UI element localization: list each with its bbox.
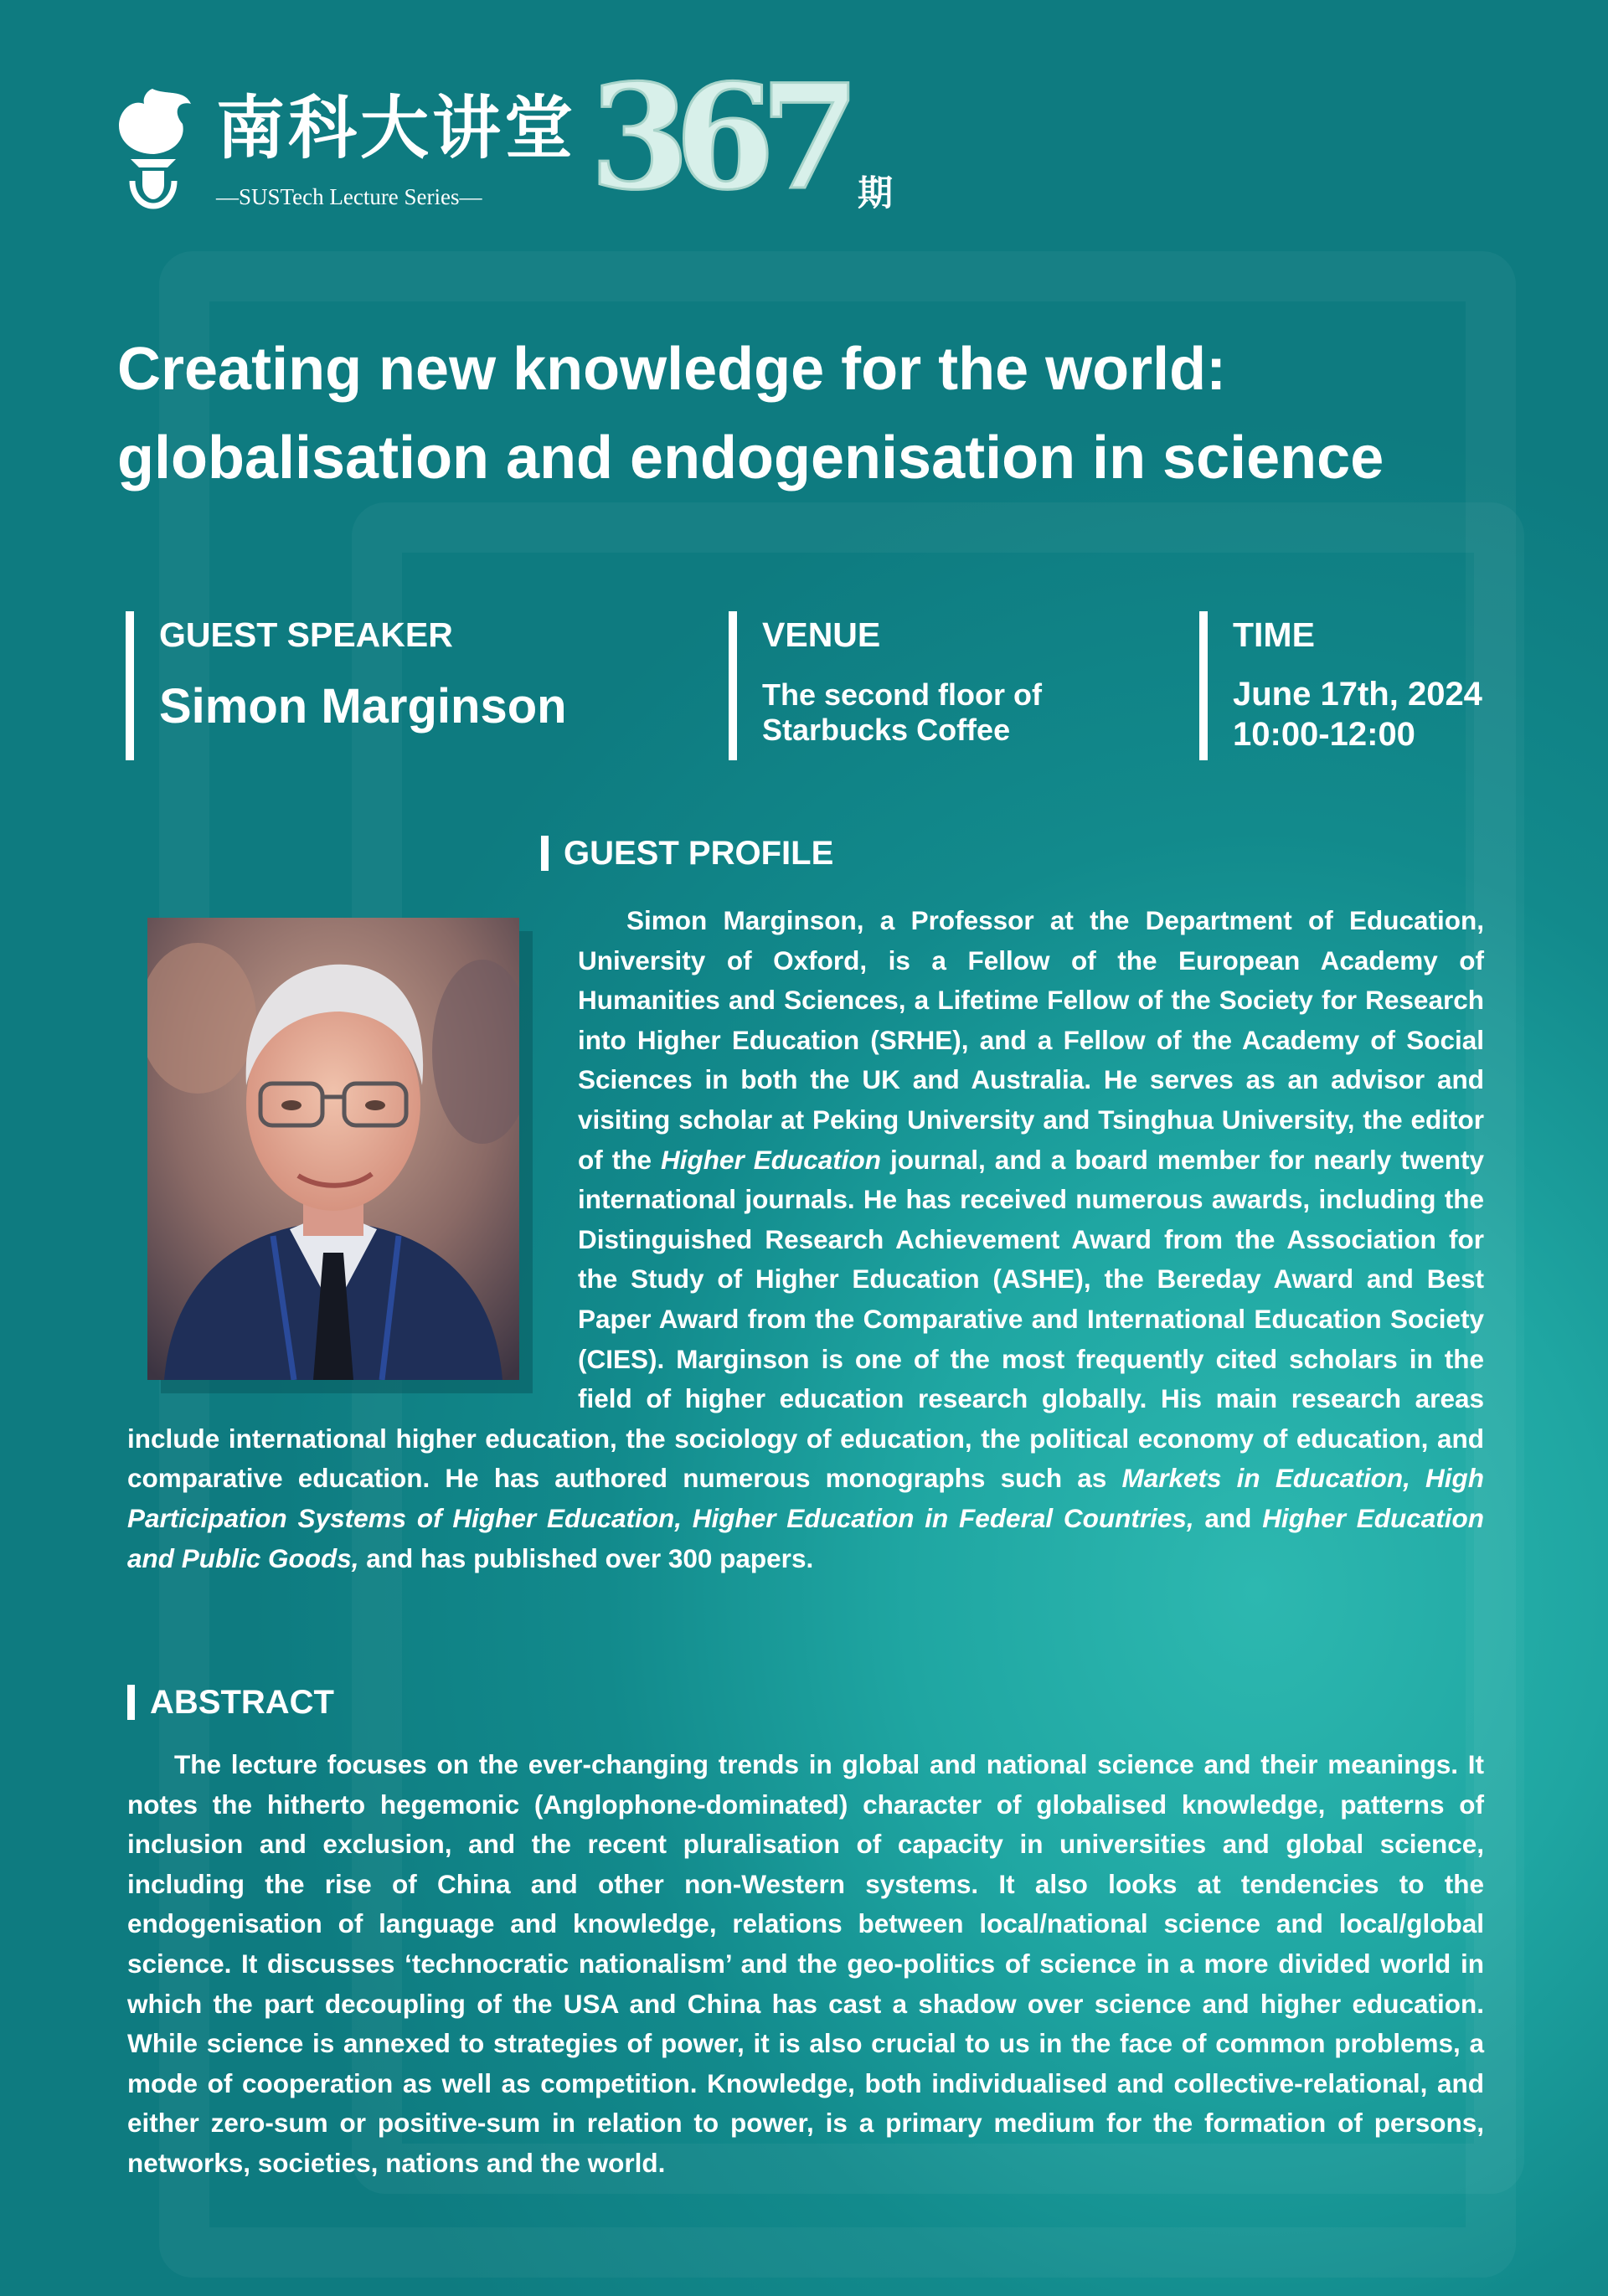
issue-suffix: 期 bbox=[858, 173, 894, 213]
monograph-title-last: Higher Education and Public Goods, bbox=[127, 1502, 1484, 1573]
venue-value: The second floor of Starbucks Coffee bbox=[762, 677, 1043, 747]
time-value: June 17th, 2024 10:00-12:00 bbox=[1233, 676, 1482, 753]
guest-speaker-block bbox=[126, 611, 712, 760]
journal-name: Higher Education bbox=[661, 1144, 882, 1175]
lecture-series-name-cn: 南科大讲堂 bbox=[216, 88, 577, 168]
venue-label: VENUE bbox=[762, 615, 881, 654]
abstract-text: The lecture focuses on the ever-changing trends in global and national science and their meanings. It notes the hitherto hegemonic (Anglophone-dominated) character of globalised knowledge, patterns of inclusion and exclusion, and the recent pluralisation of capacity in universities and global science, including the rise of China and other non-Western systems. It also looks at tendencies to the endogenisation of language and knowledge, relations between local/national science and local/global science. It discusses ‘technocratic nationalism’ and the geo-politics of science in a more divided world in which the part decoupling of the USA and China has cast a shadow over science and higher education. While science is annexed to strategies of power, it is also crucial to us in the face of common problems, a mode of cooperation as well as competition. Knowledge, both individualised and collective-relational, and either zero-sum or positive-sum in relation to power, is a primary medium for the formation of persons, networks, societies, nations and the world. bbox=[127, 1749, 1484, 2178]
profile-text-part-2: journal, and a board member for nearly twenty international journals. He has received numerous awards, including the Distinguished Research Achievement Award from the Association for the Study of Higher Education (ASHE), the Bereday Award and Best Paper Award from the Comparative and International Education Society (CIES). Marginson is one of the most frequently cited scholars in the field of higher education research globally. His main research areas include international higher education, the sociology of education, the political economy of education, and comparative education. He has authored numerous monographs such as bbox=[127, 1144, 1484, 1494]
profile-text-part-1: Simon Marginson, a Professor at the Department of Education, University of Oxford, is a Fellow of the European Academy of Humanities and Sciences, a Lifetime Fellow of the Society for Research into Higher Education (SRHE), and a Fellow of the Academy of Social Sciences in both the UK and Australia. He serves as an advisor and visiting scholar at Peking University and Tsinghua University, the editor of the bbox=[578, 905, 1484, 1175]
guest-speaker-name: Simon Marginson bbox=[159, 679, 567, 734]
guest-profile-heading: GUEST PROFILE bbox=[541, 836, 833, 871]
profile-text-part-4: and has published over 300 papers. bbox=[358, 1542, 814, 1573]
monograph-titles: Markets in Education, High Participation Systems of Higher Education, Higher Education in Federal Countries, bbox=[127, 1463, 1484, 1533]
lecture-title-line-1: Creating new knowledge for the world: bbox=[117, 336, 1227, 403]
lecture-series-name-en: —SUSTech Lecture Series— bbox=[216, 184, 482, 209]
guest-speaker-label: GUEST SPEAKER bbox=[159, 615, 453, 654]
guest-profile-text bbox=[127, 901, 1484, 1578]
issue-number: 367 bbox=[590, 52, 846, 222]
lecture-title bbox=[117, 325, 1591, 502]
lecture-title-line-2: globalisation and endogenisation in science bbox=[117, 425, 1384, 492]
venue-block bbox=[729, 611, 1181, 760]
time-label: TIME bbox=[1233, 615, 1315, 654]
time-block bbox=[1199, 611, 1568, 760]
photo-spacer bbox=[127, 901, 578, 1410]
profile-text-part-3: and bbox=[1193, 1502, 1263, 1533]
abstract-heading: ABSTRACT bbox=[127, 1685, 334, 1720]
sustech-torch-logo bbox=[107, 84, 199, 209]
